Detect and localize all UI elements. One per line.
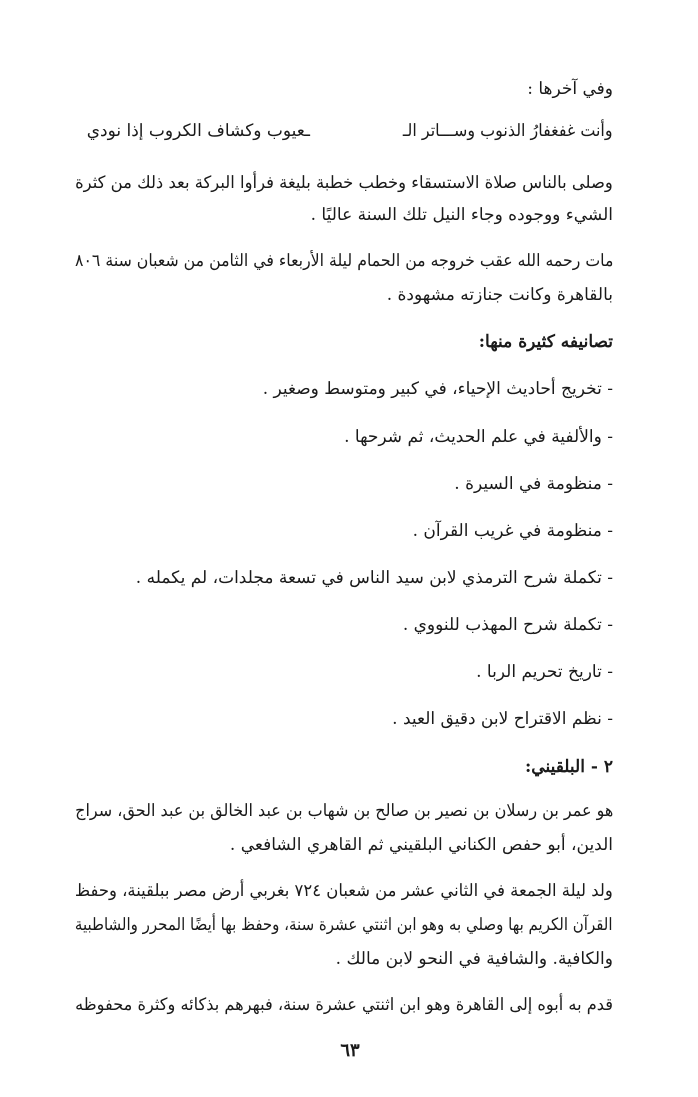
works-heading: تصانيفه كثيرة منها:	[478, 332, 613, 352]
paragraph-2-line-2: بالقاهرة وكانت جنازته مشهودة .	[386, 285, 613, 305]
works-item: - والألفية في علم الحديث، ثم شرحها .	[344, 427, 613, 447]
paragraph-2-line-1: مات رحمه الله عقب خروجه من الحمام ليلة الأربعاء في الثامن من شعبان سنة ٨٠٦	[74, 251, 614, 271]
paragraph-3-line-2: الدين، أبو حفص الكناني البلقيني ثم القاهري الشافعي .	[229, 835, 613, 855]
intro-label: وفي آخرها :	[527, 79, 613, 99]
page-number: ٦٣	[340, 1040, 360, 1061]
paragraph-1-line-2: الشيء ووجوده وجاء النيل تلك السنة عاليًا .	[310, 205, 613, 225]
paragraph-5-line-1: قدم به أبوه إلى القاهرة وهو ابن اثنتي عشرة سنة، فبهرهم بذكائه وكثرة محفوظه	[75, 995, 613, 1015]
works-item: - منظومة في غريب القرآن .	[412, 521, 613, 541]
works-item: - تاريخ تحريم الربا .	[476, 662, 613, 682]
paragraph-1-line-1: وصلى بالناس صلاة الاستسقاء وخطب خطبة بليغة فرأوا البركة بعد ذلك من كثرة	[75, 173, 613, 193]
paragraph-4-line-1: ولد ليلة الجمعة في الثاني عشر من شعبان ٧٢٤ بغربي أرض مصر ببلقينة، وحفظ	[75, 881, 613, 901]
paragraph-4-line-3: والكافية. والشافية في النحو لابن مالك .	[335, 949, 613, 969]
works-item: - منظومة في السيرة .	[454, 474, 613, 494]
paragraph-3-line-1: هو عمر بن رسلان بن نصير بن صالح بن شهاب بن عبد الخالق بن عبد الحق، سراج	[74, 801, 613, 821]
paragraph-4-line-2: القرآن الكريم بها وصلي به وهو ابن اثنتي عشرة سنة، وحفظ بها أيضًا المحرر والشاطبية	[75, 915, 613, 935]
works-item: - تكملة شرح الترمذي لابن سيد الناس في تسعة مجلدات، لم يكمله .	[135, 568, 613, 588]
section-2-heading: ٢ - البلقيني:	[525, 757, 613, 777]
works-item: - تكملة شرح المهذب للنووي .	[402, 615, 613, 635]
verse-second-half: ـعيوب وكشاف الكروب إذا نودي	[86, 121, 310, 141]
verse-first-half: وأنت غفغفارُ الذنوب وســـاتر الـ	[403, 121, 613, 141]
works-item: - تخريج أحاديث الإحياء، في كبير ومتوسط وصغير .	[262, 379, 613, 399]
works-item: - نظم الاقتراح لابن دقيق العيد .	[392, 709, 613, 729]
